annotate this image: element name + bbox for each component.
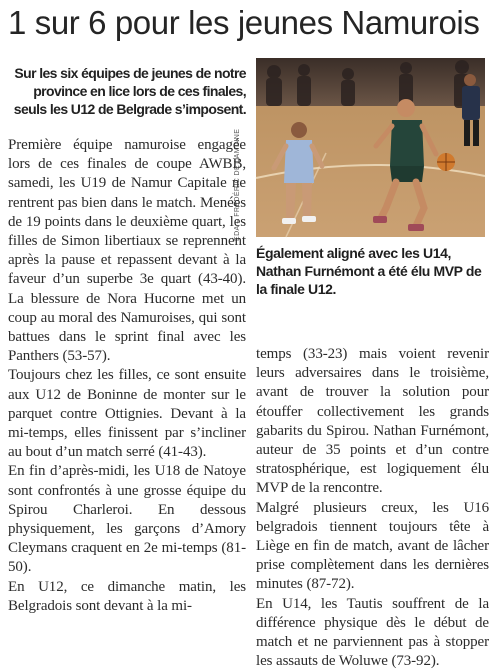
photo-credit: ÉDA – FRÉDÉRIC DE LAMINNE xyxy=(234,128,241,242)
article-photo xyxy=(256,58,485,237)
article-paragraph: En fin d’après-midi, les U18 de Natoye sont confrontés à une grosse équipe du Spirou Charleroi. En dessous physiquement, les garçons d’Amory Cleymans craquent en 2e mi-temps (81-50). xyxy=(8,463,246,576)
article-headline: 1 sur 6 pour les jeunes Namurois xyxy=(8,4,480,41)
article-paragraph: En U12, ce dimanche matin, les Belgradois sont devant à la mi- xyxy=(8,578,246,614)
article-paragraph: En U14, les Tautis souffrent de la différence physique dès le début de match et ne parviennent pas à stopper les assauts de Woluwe (73-92). xyxy=(256,595,489,670)
article-lead: Sur les six équipes de jeunes de notre province en lice lors de ces finales, seuls les U12 de Belgrade s’imposent. xyxy=(13,65,246,117)
photo-caption: Également aligné avec les U14, Nathan Furnémont a été élu MVP de la finale U12. xyxy=(256,245,482,297)
basketball-photo-illustration xyxy=(256,58,485,237)
article-paragraph: Première équipe namuroise engagée lors de ces finales de coupe AWBB, samedi, les U19 de Namur Capitale ne rentrent pas bien dans le match. Menées de 19 points dans le deuxième quart, les filles de Simon libertiaux se reprennent après la pause et repassent devant à la faveur d’un superbe 3e quart (43-40). La blessure de Nora Hucorne met un coup au moral des Namuroises, qui sont battues dans le sprint final avec les Panthers (53-57). xyxy=(8,137,246,365)
article-right-column xyxy=(256,345,489,671)
article-paragraph: Malgré plusieurs creux, les U16 belgradois tiennent toujours tête à Liège en fin de match, avant de lâcher prise complètement dans les dernières minutes (87-72). xyxy=(256,499,489,593)
article-left-column xyxy=(8,136,246,616)
article-paragraph: temps (33-23) mais voient revenir leurs adversaires dans le troisième, avant de trouver la solution pour étouffer collectivement les grands gabarits du Spirou. Nathan Furnémont, auteur de 35 points et d’un contre stratosphérique, est logiquement élu MVP de la rencontre. xyxy=(256,346,489,497)
article-paragraph: Toujours chez les filles, ce sont ensuite aux U12 de Boninne de monter sur le parquet contre Ottignies. Devant à la mi-temps, elles finissent par s’incliner au bout d’un match serré (41-43). xyxy=(8,367,246,461)
